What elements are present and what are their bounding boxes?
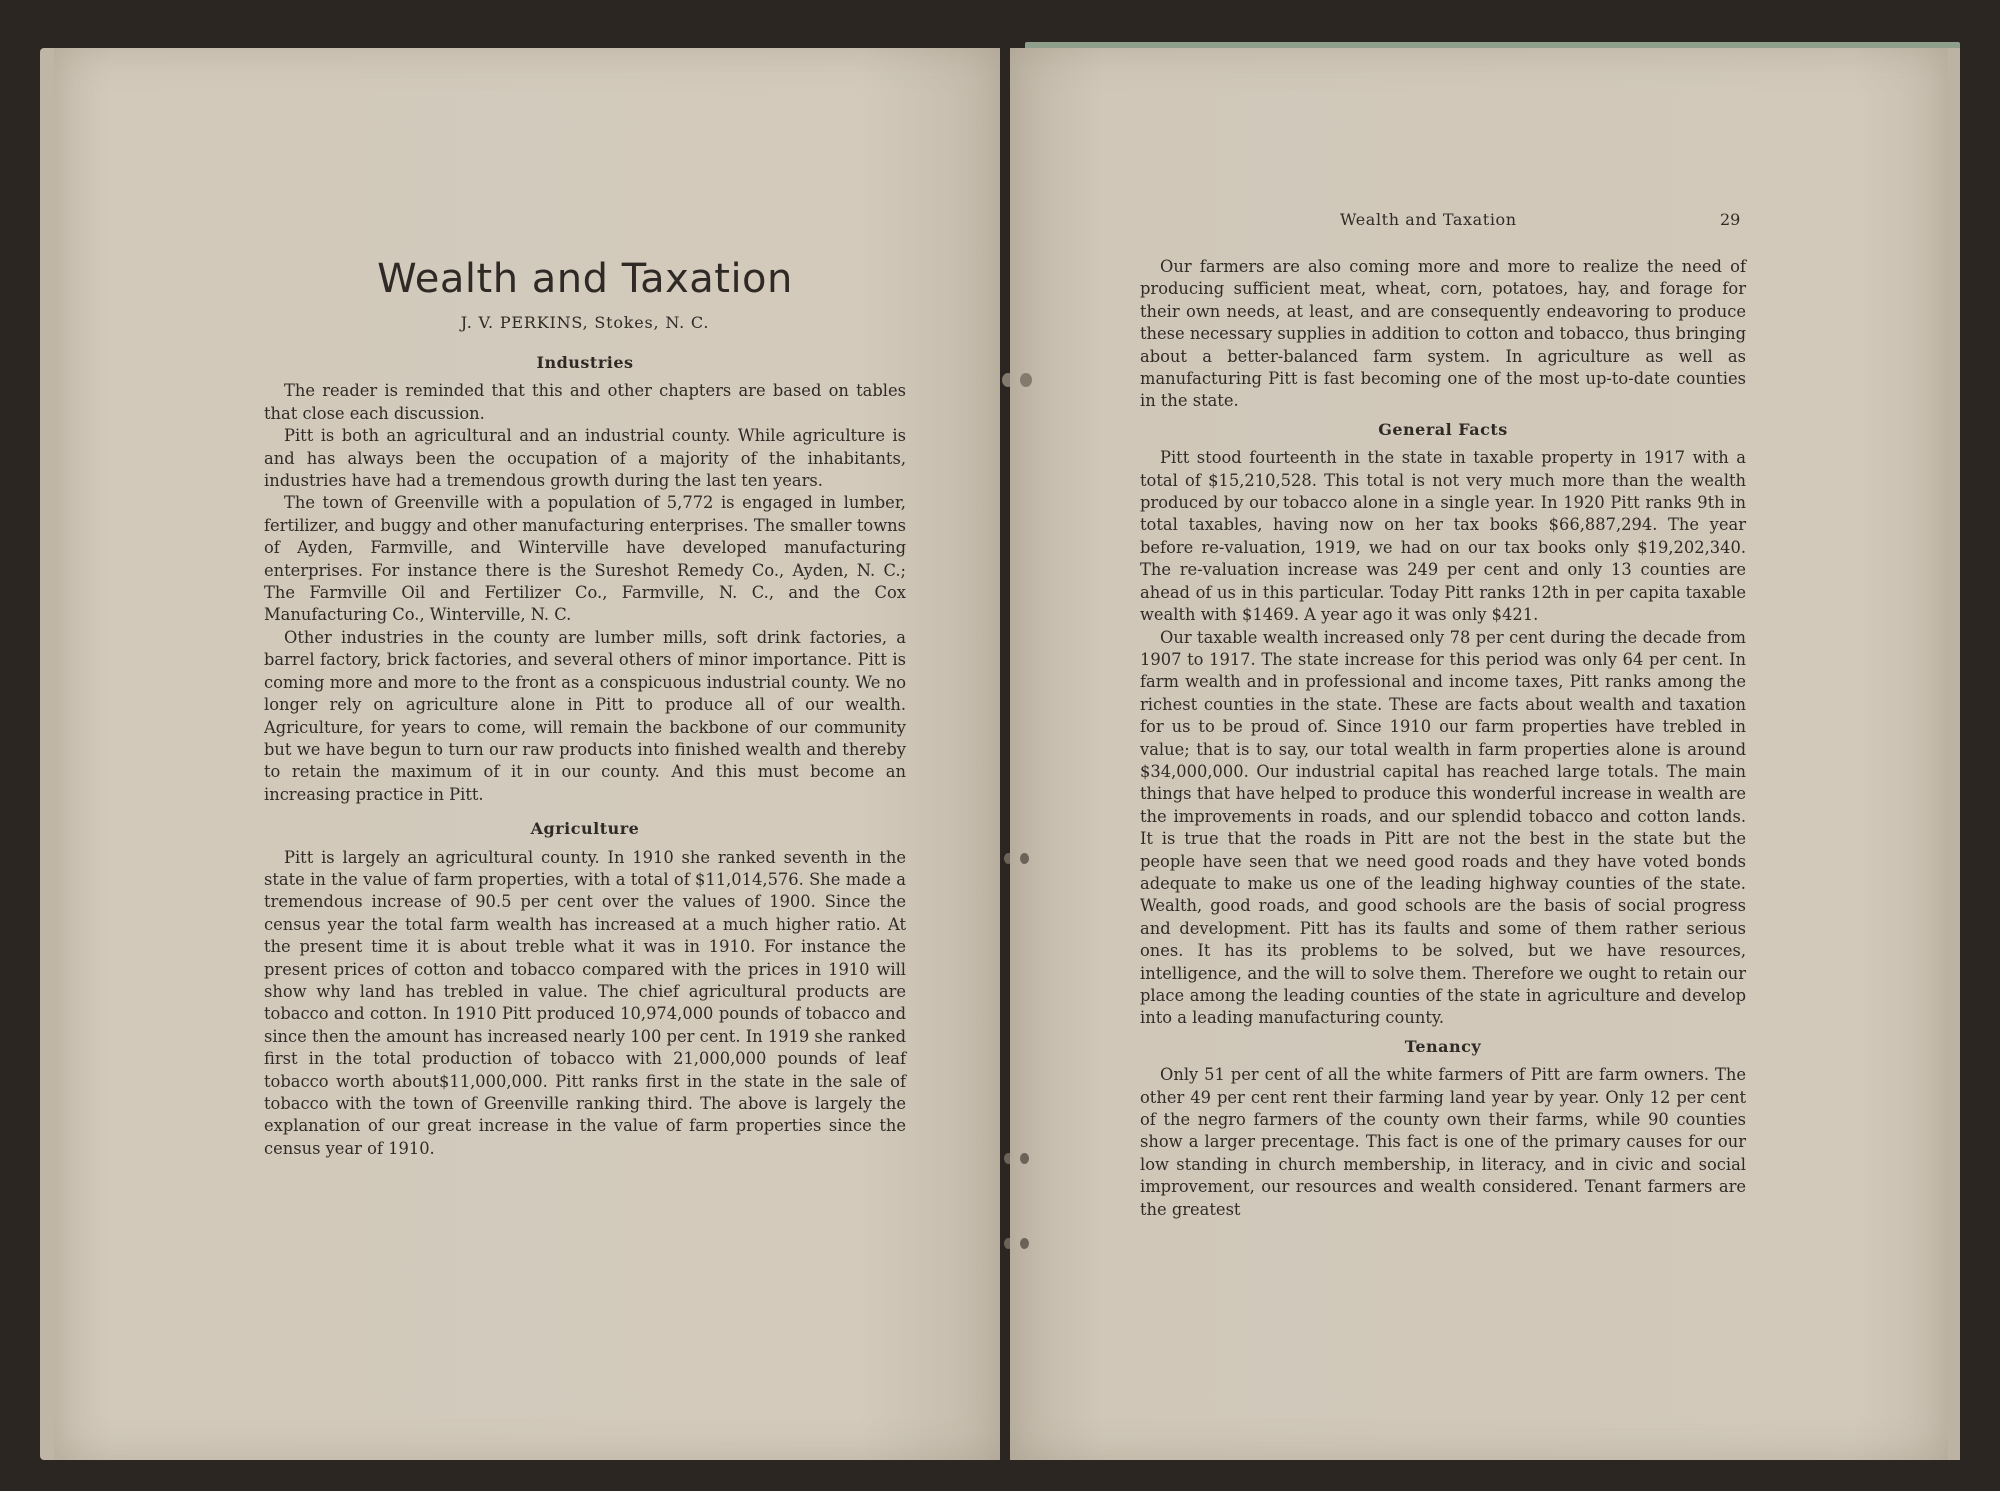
paragraph: Pitt stood fourteenth in the state in taxable property in 1917 with a total of $15,210,528. This total is not very much more than the wealth produced by our tobacco alone in a single year. In 1920 Pitt ranks 9th in total taxables, having now on her tax books $66,887,294. The year before re-valuation, 1919, we had on our tax books only $19,202,340. The re-valuation increase was 249 per cent and only 13 counties are ahead of us in this particular. Today Pitt ranks 12th in per capita taxable wealth with $1469. A year ago it was only $421. (1140, 448, 1746, 625)
section-heading-industries: Industries (536, 353, 634, 372)
paragraph: The reader is reminded that this and other chapters are based on tables that close each discussion. (264, 381, 906, 423)
section-heading-agriculture: Agriculture (530, 819, 640, 839)
running-head: Wealth and Taxation (1340, 210, 1517, 229)
open-book (40, 48, 1960, 1460)
author-byline: J. V. PERKINS, Stokes, N. C. (460, 313, 710, 332)
section-heading-tenancy: Tenancy (1404, 1036, 1482, 1056)
chapter-title: Wealth and Taxation (377, 256, 793, 302)
binding-hole (1020, 1153, 1029, 1164)
paragraph: The town of Greenville with a population of 5,772 is engaged in lumber, fertilizer, and buggy and other manufacturing enterprises. The smaller towns of Ayden, Farmville, and Winterville have developed manufacturing enterprises. For instance there is the Sureshot Remedy Co., Ayden, N. C.; The Farmville Oil and Fertilizer Co., Farmville, N. C., and the Cox Manufacturing Co., Winterville, N. C. (264, 493, 906, 625)
binding-hole (1020, 1238, 1029, 1249)
page-number: 29 (1720, 210, 1741, 229)
paragraph: Our farmers are also coming more and more to realize the need of producing sufficient meat, wheat, corn, potatoes, hay, and forage for their own needs, at least, and are consequently endeavoring to produce these necessary supplies in addition to cotton and tobacco, thus bringing about a better-balanced farm system. In agriculture as well as manufacturing Pitt is fast becoming one of the most up-to-date counties in the state. (1140, 257, 1746, 411)
paragraph: Our taxable wealth increased only 78 per cent during the decade from 1907 to 1917. The state increase for this period was only 64 per cent. In farm wealth and in professional and income taxes, Pitt ranks among the richest counties in the state. These are facts about wealth and taxation for us to be proud of. Since 1910 our farm properties have trebled in value; that is to say, our total wealth in farm properties alone is around $34,000,000. Our industrial capital has reached large totals. The main things that have helped to produce this wonderful increase in wealth are the improvements in roads, and our splendid tobacco and cotton lands. It is true that the roads in Pitt are not the best in the state but the people have seen that we need good roads and they have voted bonds adequate to make us one of the leading highway counties of the state. Wealth, good roads, and good schools are the basis of social progress and development. Pitt has its faults and some of them rather serious ones. It has its problems to be solved, but we have resources, intelligence, and the will to solve them. Therefore we ought to retain our place among the leading counties of the state in agriculture and develop into a leading manufacturing county. (1140, 627, 1746, 1028)
left-column (264, 346, 906, 1160)
binding-hole (1020, 373, 1032, 387)
right-page (1010, 48, 1960, 1460)
section-heading-general-facts: General Facts (1378, 419, 1508, 439)
binding-hole (1020, 853, 1029, 864)
right-column (1140, 256, 1746, 1221)
left-page (40, 48, 1000, 1460)
paragraph: Pitt is largely an agricultural county. In 1910 she ranked seventh in the state in the value of farm properties, with a total of $11,014,576. She made a tremendous increase of 90.5 per cent over the values of 1900. Since the census year the total farm wealth has increased at a much higher ratio. At the present time it is about treble what it was in 1910. For instance the present prices of cotton and tobacco compared with the prices in 1910 will show why land has trebled in value. The chief agricultural products are tobacco and cotton. In 1910 Pitt produced 10,974,000 pounds of tobacco and since then the amount has increased nearly 100 per cent. In 1919 she ranked first in the total production of tobacco with 21,000,000 pounds of leaf tobacco worth about$11,000,000. Pitt ranks first in the state in the sale of tobacco with the town of Greenville ranking third. The above is largely the explanation of our great increase in the value of farm properties since the census year of 1910. (264, 847, 906, 1158)
paragraph: Pitt is both an agricultural and an industrial county. While agriculture is and has always been the occupation of a majority of the inhabitants, industries have had a tremendous growth during the last ten years. (264, 426, 906, 491)
paragraph: Only 51 per cent of all the white farmers of Pitt are farm owners. The other 49 per cent rent their farming land year by year. Only 12 per cent of the negro farmers of the county own their farms, while 90 counties show a larger precentage. This fact is one of the primary causes for our low standing in church membership, in literacy, and in civic and social improvement, our resources and wealth considered. Tenant farmers are the greatest (1140, 1065, 1746, 1219)
paragraph: Other industries in the county are lumber mills, soft drink factories, a barrel factory, brick factories, and several others of minor importance. Pitt is coming more and more to the front as a conspicuous industrial county. We no longer rely on agriculture alone in Pitt to produce all of our wealth. Agriculture, for years to come, will remain the backbone of our community but we have begun to turn our raw products into finished wealth and thereby to retain the maximum of it in our county. And this must become an increasing practice in Pitt. (264, 627, 906, 804)
